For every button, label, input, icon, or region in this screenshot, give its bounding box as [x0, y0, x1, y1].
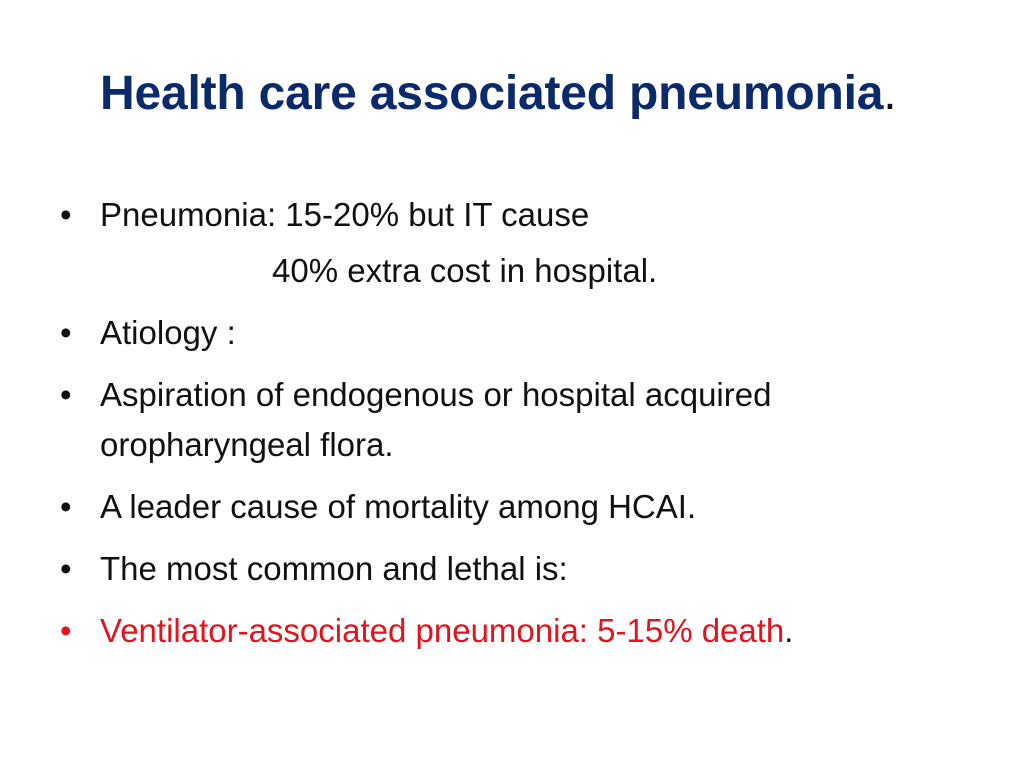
list-item-continuation [58, 246, 978, 296]
bullet-icon: • [60, 376, 72, 413]
list-item [58, 370, 978, 470]
bullet-icon: • [60, 612, 72, 649]
list-item [58, 190, 978, 240]
bullet-icon: • [60, 314, 72, 351]
bullet-icon: • [60, 196, 72, 233]
list-item-text: Atiology : [100, 314, 236, 351]
slide-title-text: Health care associated pneumonia [100, 67, 884, 120]
list-item [58, 308, 978, 358]
list-item-text: Pneumonia: 15-20% but IT cause [100, 196, 590, 233]
bullet-icon: • [60, 488, 72, 525]
list-item-text: 40% extra cost in hospital. [272, 252, 658, 289]
slide-title [100, 66, 960, 121]
list-item-text: Ventilator-associated pneumonia: 5-15% death [100, 612, 785, 649]
list-item-text: Aspiration of endogenous or hospital acquired oropharyngeal flora. [100, 376, 772, 463]
list-item-highlight [58, 606, 978, 656]
bullet-icon: • [60, 550, 72, 587]
list-item-text: A leader cause of mortality among HCAI. [100, 488, 697, 525]
bullet-list [58, 190, 978, 668]
list-item [58, 482, 978, 532]
list-item-period: . [784, 612, 794, 649]
list-item-text: The most common and lethal is: [100, 550, 568, 587]
list-item [58, 544, 978, 594]
slide-title-period: . [883, 67, 897, 120]
